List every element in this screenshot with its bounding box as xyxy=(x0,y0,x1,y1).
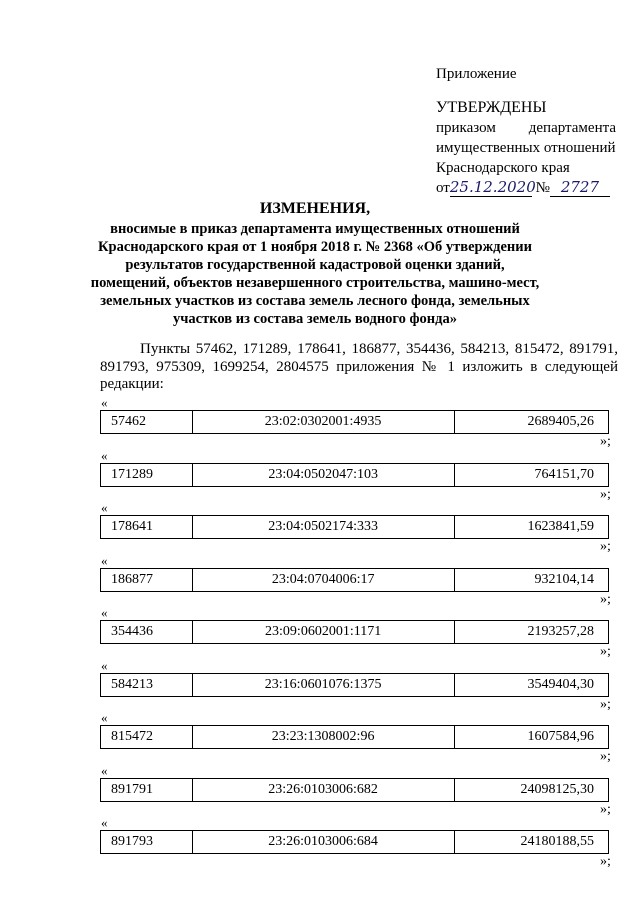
row-value: 2193257,28 xyxy=(454,621,608,644)
row-cadastral-number: 23:26:0103006:682 xyxy=(192,779,454,802)
document-title xyxy=(90,200,540,328)
row-value: 1623841,59 xyxy=(454,516,608,539)
row-value: 932104,14 xyxy=(454,569,608,592)
date-prefix: от xyxy=(436,180,450,196)
row-cadastral-number: 23:04:0502047:103 xyxy=(192,464,454,487)
row-cadastral-number: 23:23:1308002:96 xyxy=(192,726,454,749)
quote-open: « xyxy=(101,658,108,673)
quote-open: « xyxy=(101,605,108,620)
quote-close: »; xyxy=(600,487,611,502)
table-row xyxy=(100,778,609,802)
approval-date-line xyxy=(436,178,616,198)
row-number: 891793 xyxy=(101,831,193,854)
row-number: 171289 xyxy=(101,464,193,487)
approved-label: УТВЕРЖДЕНЫ xyxy=(436,99,547,116)
body-paragraph xyxy=(100,341,618,394)
title-subtitle: вносимые в приказ департамента имущественных отношений Краснодарского края от 1 ноября 2018 г. № 2368 «Об утверждении результатов государственной кадастровой оценки зданий, помещений, объектов незавершенного строительства, машино-мест, земельных участков из состава земель лесного фонда, земельных участков из состава земель водного фонда» xyxy=(90,221,540,327)
quote-open: « xyxy=(101,553,108,568)
row-number: 815472 xyxy=(101,726,193,749)
quote-close: »; xyxy=(600,802,611,817)
quote-close: »; xyxy=(600,749,611,764)
row-value: 764151,70 xyxy=(454,464,608,487)
approval-line1-right: департамента xyxy=(528,120,616,136)
row-cadastral-number: 23:09:0602001:1171 xyxy=(192,621,454,644)
quote-open: « xyxy=(101,710,108,725)
row-number: 57462 xyxy=(101,411,193,434)
table-row xyxy=(100,673,609,697)
approval-line1-left: приказом xyxy=(436,120,496,136)
table-row xyxy=(100,568,609,592)
table-row xyxy=(100,620,609,644)
quote-close: »; xyxy=(600,854,611,869)
quote-close: »; xyxy=(600,644,611,659)
approval-block xyxy=(436,118,616,198)
row-number: 354436 xyxy=(101,621,193,644)
row-value: 24180188,55 xyxy=(454,831,609,854)
row-number: 584213 xyxy=(101,674,193,697)
quote-close: »; xyxy=(600,697,611,712)
approval-line2: имущественных отношений xyxy=(436,140,616,156)
quote-close: »; xyxy=(600,434,611,449)
row-value: 1607584,96 xyxy=(454,726,608,749)
row-value: 2689405,26 xyxy=(454,411,608,434)
quote-close: »; xyxy=(600,592,611,607)
table-row xyxy=(100,725,609,749)
table-row xyxy=(100,515,609,539)
table-row xyxy=(100,410,609,434)
row-cadastral-number: 23:16:0601076:1375 xyxy=(192,674,454,697)
row-value: 24098125,30 xyxy=(454,779,609,802)
quote-open: « xyxy=(101,763,108,778)
quote-open: « xyxy=(101,815,108,830)
table-row xyxy=(100,830,609,854)
row-number: 891791 xyxy=(101,779,193,802)
row-number: 186877 xyxy=(101,569,193,592)
row-cadastral-number: 23:02:0302001:4935 xyxy=(192,411,454,434)
quote-open: « xyxy=(101,395,108,410)
date-value: 25.12.2020 xyxy=(449,178,536,196)
quote-open: « xyxy=(101,500,108,515)
number-value: 2727 xyxy=(560,178,600,196)
paragraph-text: Пункты 57462, 171289, 178641, 186877, 354436, 584213, 815472, 891791, 891793, 975309, 1699254, 2804575 приложения № 1 изложить в следующей редакции: xyxy=(100,341,618,392)
quote-open: « xyxy=(101,448,108,463)
quote-close: »; xyxy=(600,539,611,554)
table-row xyxy=(100,463,609,487)
row-cadastral-number: 23:26:0103006:684 xyxy=(192,831,454,854)
row-number: 178641 xyxy=(101,516,193,539)
approval-line3: Краснодарского края xyxy=(436,160,570,176)
title-main: ИЗМЕНЕНИЯ, xyxy=(259,200,371,217)
number-prefix: № xyxy=(535,180,550,196)
appendix-label: Приложение xyxy=(436,66,517,82)
row-cadastral-number: 23:04:0704006:17 xyxy=(192,569,454,592)
row-value: 3549404,30 xyxy=(454,674,608,697)
row-cadastral-number: 23:04:0502174:333 xyxy=(192,516,454,539)
